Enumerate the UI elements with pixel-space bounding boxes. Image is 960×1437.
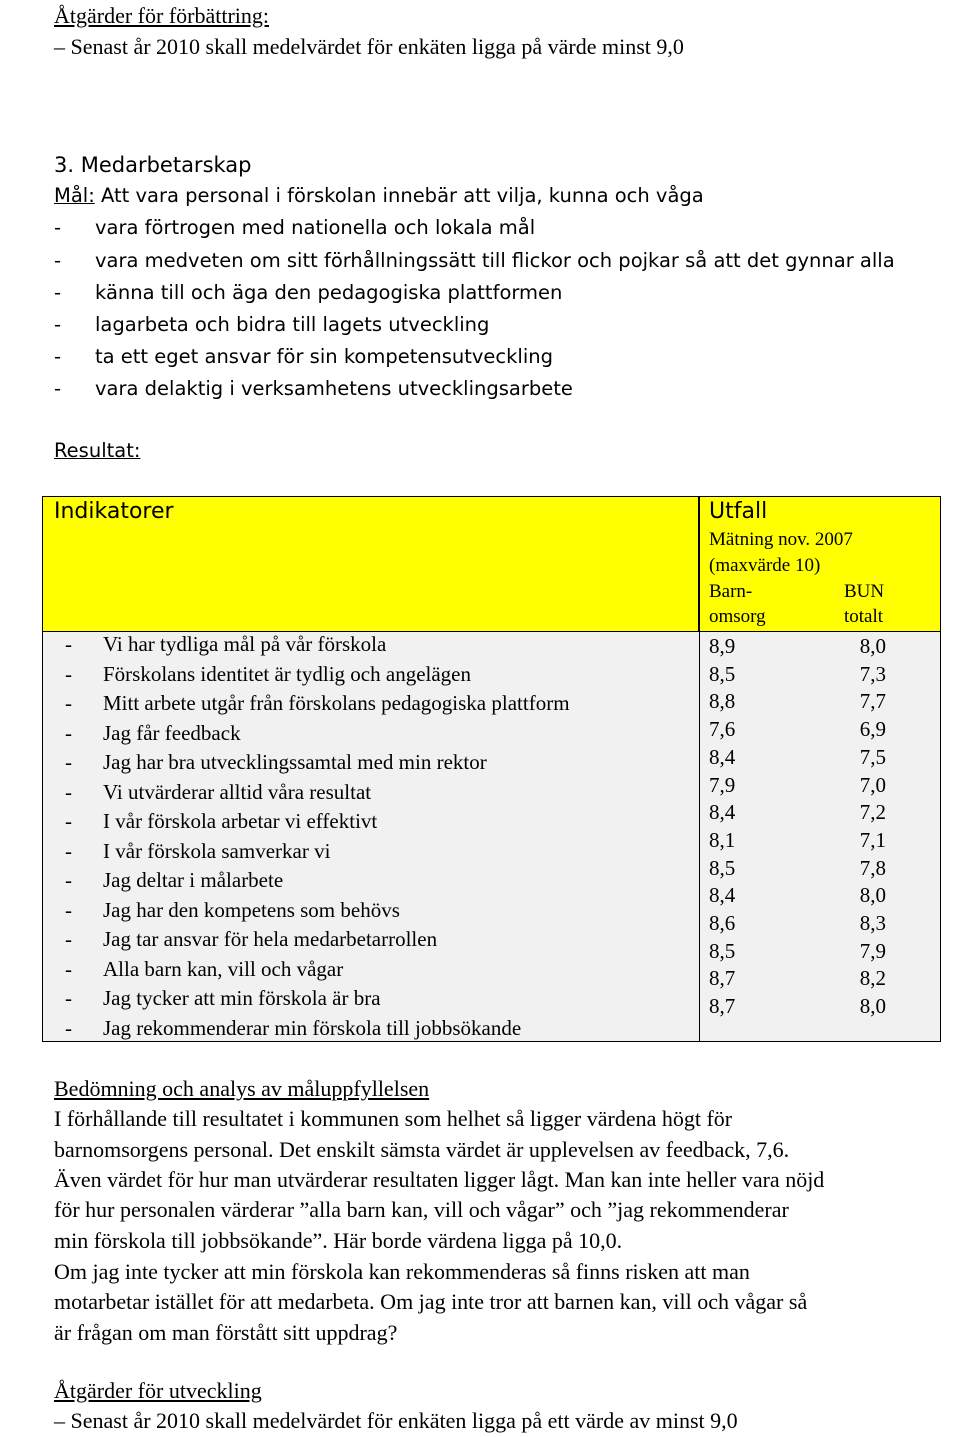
analysis-line: för hur personalen värderar ”alla barn kan, vill och vågar” och ”jag rekommenderar xyxy=(54,1197,789,1222)
bun-value: 7,8 xyxy=(859,855,886,880)
table-row: - Jag har den kompetens som behövs xyxy=(65,897,400,922)
goal-item: - lagarbeta och bidra till lagets utveckling xyxy=(54,313,490,336)
goal-text: Att vara personal i förskolan innebär att vilja, kunna och våga xyxy=(94,184,704,207)
barnomsorg-value: 7,9 xyxy=(709,772,736,797)
barnomsorg-value: 8,5 xyxy=(709,855,736,880)
goal-item: - vara förtrogen med nationella och lokala mål xyxy=(54,216,536,239)
indicator-label: Mitt arbete utgår från förskolans pedagogiska plattform xyxy=(103,691,570,715)
indicator-label: I vår förskola arbetar vi effektivt xyxy=(103,809,378,833)
bun-value: 7,9 xyxy=(859,938,886,963)
goal-statement xyxy=(54,184,704,207)
indicator-label: Vi utvärderar alltid våra resultat xyxy=(103,779,372,804)
indicator-label: Jag tar ansvar för hela medarbetarrollen xyxy=(103,927,438,951)
indicator-label: Jag tycker att min förskola är bra xyxy=(103,986,381,1010)
goal-item: - känna till och äga den pedagogiska plattformen xyxy=(54,281,563,304)
bun-value: 8,0 xyxy=(859,994,886,1019)
measurement-label: Mätning nov. 2007 xyxy=(709,529,853,550)
improvement-heading: Åtgärder för förbättring: xyxy=(54,3,270,28)
barnomsorg-value: 8,8 xyxy=(709,689,736,714)
max-note: (maxvärde 10) xyxy=(709,555,821,576)
barnomsorg-value: 8,5 xyxy=(709,661,736,686)
bun-value: 7,5 xyxy=(859,744,886,769)
improvement-line: – Senast år 2010 skall medelvärdet för enkäten ligga på värde minst 9,0 xyxy=(54,34,684,59)
indicator-label: Jag har bra utvecklingssamtal med min rektor xyxy=(103,750,487,774)
table-row: - Jag rekommenderar min förskola till jobbsökande xyxy=(65,1015,522,1040)
bun-value: 8,2 xyxy=(859,966,886,991)
section-title: 3. Medarbetarskap xyxy=(54,153,252,177)
goal-item: - vara delaktig i verksamhetens utvecklingsarbete xyxy=(54,377,573,400)
indicator-label: Jag får feedback xyxy=(103,720,241,745)
table-row: - Vi har tydliga mål på vår förskola xyxy=(65,632,387,656)
table-row: - Jag deltar i målarbete xyxy=(65,868,284,892)
table-row: - Jag tycker att min förskola är bra xyxy=(65,986,381,1010)
indicator-label: Jag deltar i målarbete xyxy=(103,868,284,892)
goal-item: - vara medveten om sitt förhållningssätt till flickor och pojkar så att det gynnar alla xyxy=(54,249,895,272)
barnomsorg-value: 8,4 xyxy=(709,883,736,908)
table-row: - I vår förskola arbetar vi effektivt xyxy=(65,809,378,833)
analysis-line: Även värdet för hur man utvärderar resultaten ligger lågt. Man kan inte heller vara nöjd xyxy=(54,1167,825,1192)
table-row: - Förskolans identitet är tydlig och angelägen xyxy=(65,661,471,686)
barnomsorg-value: 8,7 xyxy=(709,994,736,1019)
bun-value: 8,0 xyxy=(859,883,886,908)
barnomsorg-value: 8,9 xyxy=(709,634,736,658)
table-row: - Alla barn kan, vill och vågar xyxy=(65,956,344,981)
table-row: - Jag har bra utvecklingssamtal med min rektor xyxy=(65,750,487,774)
bun-value: 7,2 xyxy=(859,800,886,825)
indicator-label: Vi har tydliga mål på vår förskola xyxy=(103,632,387,656)
analysis-line: min förskola till jobbsökande”. Här borde värdena ligga på 10,0. xyxy=(54,1228,623,1253)
table-row: - Mitt arbete utgår från förskolans pedagogiska plattform xyxy=(65,691,570,715)
bun-value: 7,0 xyxy=(859,772,886,797)
barnomsorg-value: 8,5 xyxy=(709,938,736,963)
analysis-line: Om jag inte tycker att min förskola kan rekommenderas så finns risken att man xyxy=(54,1259,750,1284)
analysis-line: motarbetar istället för att medarbeta. Om jag inte tror att barnen kan, vill och vågar så xyxy=(54,1289,808,1314)
barnomsorg-value: 8,4 xyxy=(709,800,736,825)
analysis-line: I förhållande till resultatet i kommunen som helhet så ligger värdena högt för xyxy=(54,1106,733,1131)
bun-value: 7,1 xyxy=(859,827,886,852)
indicator-label: Förskolans identitet är tydlig och angelägen xyxy=(103,661,471,686)
goal-label: Mål: xyxy=(54,184,95,207)
analysis-heading: Bedömning och analys av måluppfyllelsen xyxy=(54,1076,430,1101)
results-table xyxy=(42,496,941,1042)
bun-value: 7,3 xyxy=(859,661,886,686)
table-row: - Jag tar ansvar för hela medarbetarrollen xyxy=(65,927,438,951)
bun-value: 6,9 xyxy=(859,717,886,742)
indicator-label: Jag har den kompetens som behövs xyxy=(103,897,400,922)
barnomsorg-value: 8,7 xyxy=(709,966,736,991)
development-line: – Senast år 2010 skall medelvärdet för enkäten ligga på ett värde av minst 9,0 xyxy=(54,1408,738,1433)
barnomsorg-value: 7,6 xyxy=(709,717,736,742)
table-row: - Jag får feedback xyxy=(65,720,241,745)
barnomsorg-value: 8,1 xyxy=(709,827,736,852)
barnomsorg-value: 8,4 xyxy=(709,744,736,769)
outcome-header: Utfall xyxy=(709,499,768,524)
col-bun-header: BUN xyxy=(844,581,885,602)
column-divider xyxy=(699,497,700,1041)
table-row: - I vår förskola samverkar vi xyxy=(65,838,331,863)
col-barnomsorg-header: Barn- xyxy=(709,581,753,602)
col-bun-header-2: totalt xyxy=(844,606,884,627)
analysis-line: är frågan om man förstått sitt uppdrag? xyxy=(54,1320,398,1345)
analysis-line: barnomsorgens personal. Det enskilt sämsta värdet är upplevelsen av feedback, 7,6. xyxy=(54,1137,790,1162)
indicator-label: Alla barn kan, vill och vågar xyxy=(103,956,344,981)
bun-value: 8,0 xyxy=(859,634,886,658)
indicators-header: Indikatorer xyxy=(54,499,174,524)
indicator-label: Jag rekommenderar min förskola till jobbsökande xyxy=(103,1015,522,1040)
result-label: Resultat: xyxy=(54,439,141,462)
indicator-label: I vår förskola samverkar vi xyxy=(103,838,331,863)
development-heading: Åtgärder för utveckling xyxy=(54,1378,262,1403)
bun-value: 7,7 xyxy=(859,689,886,714)
table-row: - Vi utvärderar alltid våra resultat xyxy=(65,779,372,804)
barnomsorg-value: 8,6 xyxy=(709,911,736,935)
col-barnomsorg-header-2: omsorg xyxy=(709,606,766,627)
bun-value: 8,3 xyxy=(859,911,886,935)
goal-item: - ta ett eget ansvar för sin kompetensutveckling xyxy=(54,345,554,368)
